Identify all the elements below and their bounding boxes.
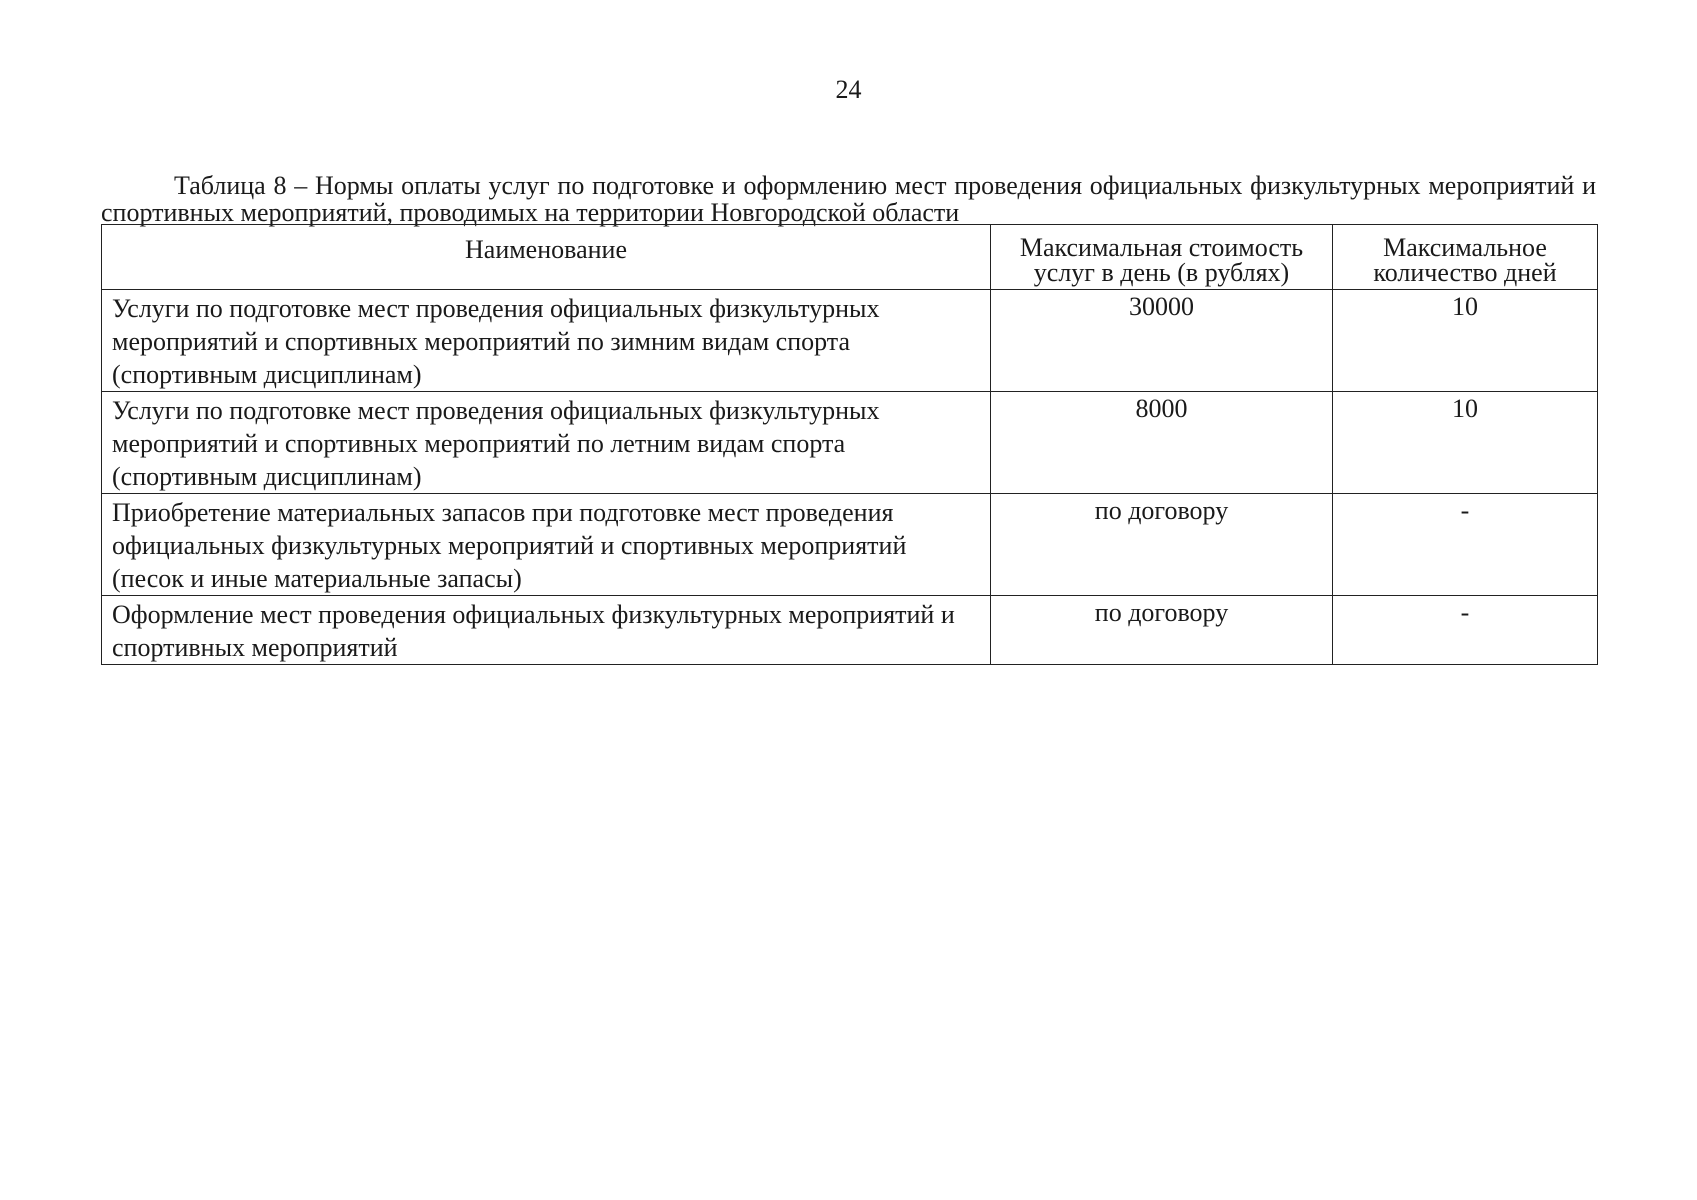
row-days: 10 — [1333, 392, 1598, 494]
norms-table — [101, 224, 1598, 665]
row-name: Приобретение материальных запасов при подготовке мест проведения официальных физкультурных мероприятий и спортивных мероприятий (песок и иные материальные запасы) — [102, 494, 991, 596]
table-row — [102, 392, 1598, 494]
row-name: Услуги по подготовке мест проведения официальных физкультурных мероприятий и спортивных мероприятий по летним видам спорта (спортивным дисциплинам) — [102, 392, 991, 494]
row-days: - — [1333, 494, 1598, 596]
row-name: Оформление мест проведения официальных физкультурных мероприятий и спортивных мероприятий — [102, 596, 991, 665]
table-row — [102, 290, 1598, 392]
table-header-row — [102, 225, 1598, 290]
table-row — [102, 494, 1598, 596]
page-number: 24 — [835, 75, 862, 104]
table-row — [102, 596, 1598, 665]
table-caption: Таблица 8 – Нормы оплаты услуг по подготовке и оформлению мест проведения официальных физкультурных мероприятий и спортивных мероприятий, проводимых на территории Новгородской области — [101, 171, 1596, 227]
row-days: 10 — [1333, 290, 1598, 392]
row-name: Услуги по подготовке мест проведения официальных физкультурных мероприятий и спортивных мероприятий по зимним видам спорта (спортивным дисциплинам) — [102, 290, 991, 392]
row-cost: по договору — [991, 596, 1333, 665]
header-cost: Максимальная стоимость услуг в день (в рублях) — [991, 225, 1333, 290]
header-name: Наименование — [102, 225, 991, 290]
row-days: - — [1333, 596, 1598, 665]
row-cost: по договору — [991, 494, 1333, 596]
row-cost: 8000 — [991, 392, 1333, 494]
row-cost: 30000 — [991, 290, 1333, 392]
header-days: Максимальное количество дней — [1333, 225, 1598, 290]
